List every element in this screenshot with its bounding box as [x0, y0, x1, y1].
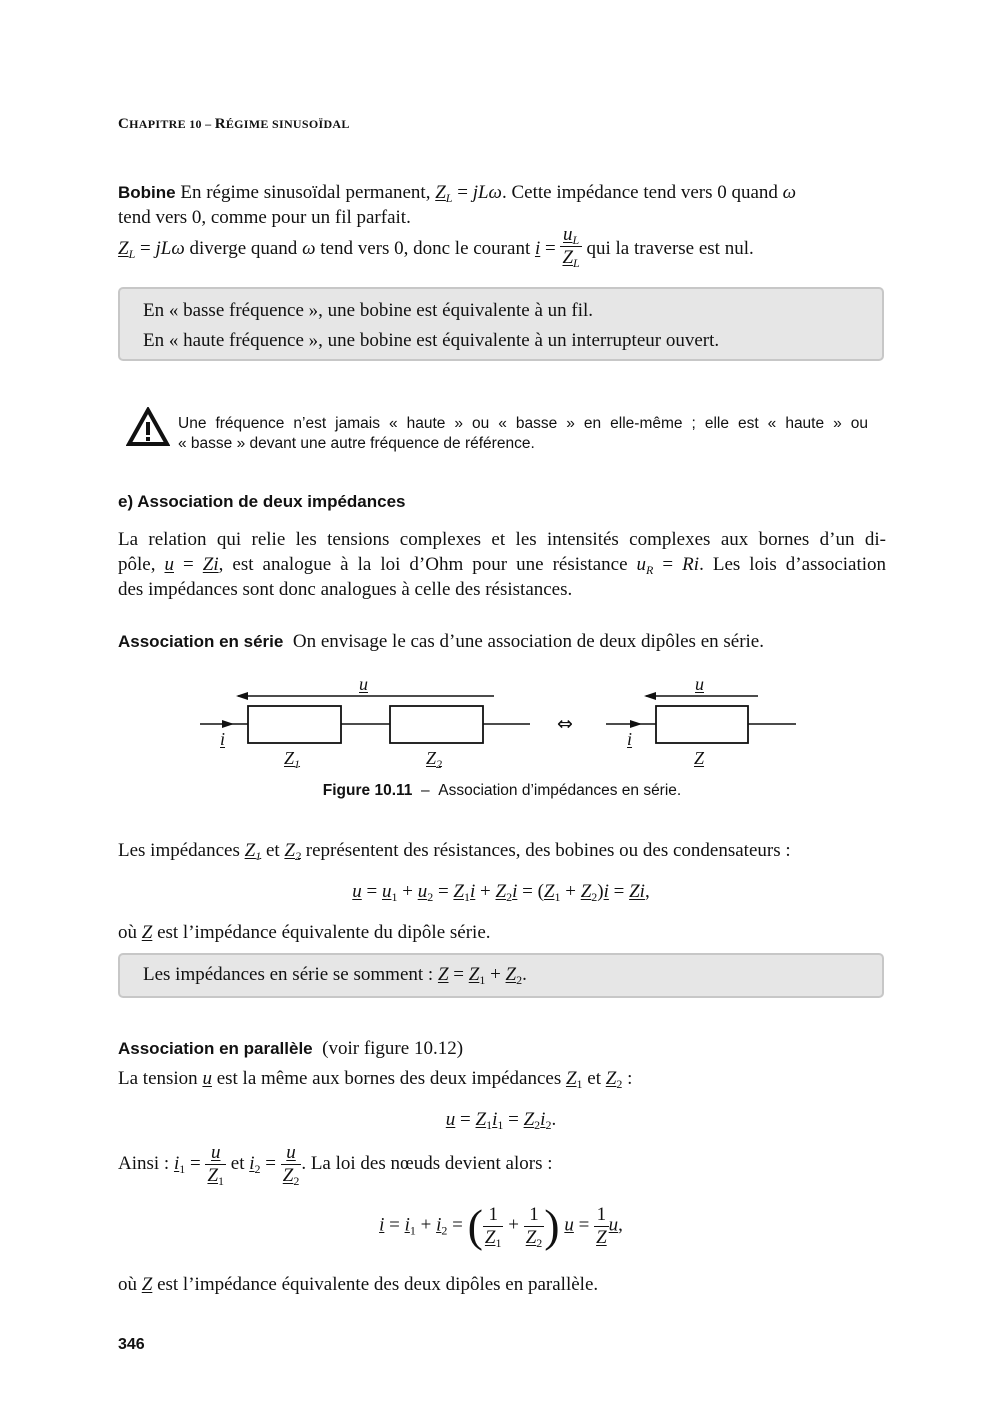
serie-paragraph: Les impédances $Z_1$ et $Z_2$ représentent des résistances, des bobines ou des condensateurs :	[118, 840, 791, 863]
parallele-equiv-line: où Z est l’impédance équivalente des deux dipôles en parallèle.	[118, 1274, 599, 1295]
eq-ZL-jLw: $Z_L = jL\omega$	[435, 182, 502, 205]
section-e-heading: e) Association de deux impédances	[118, 492, 406, 511]
fraction-u-Z1: $\frac{u}{Z_1}$	[207, 1142, 225, 1188]
bobine-paragraph: Bobine En régime sinusoïdal permanent, $Z_L = jL\omega$. Cette impédance tend vers 0 quand ω tend vers 0, comme pour un fil parfait.	[118, 182, 797, 228]
ainsi-line: Ainsi : $i_1$ = $\frac{u}{Z_1}$ et $i_2$ = $\frac{u}{Z_2}$ . La loi des nœuds devient alors :	[118, 1142, 553, 1188]
bobine-line3: $Z_L = jL\omega$ diverge quand ω tend vers 0, donc le courant i = $\frac{u_L}{Z_L}$ qui la traverse est nul.	[118, 224, 754, 270]
serie-intro: Association en série On envisage le cas d’une association de deux dipôles en série.	[118, 631, 764, 652]
fig-label-Z: Z	[694, 748, 705, 768]
fraction-1-Z2: $\frac{1}{Z_2}$	[525, 1203, 543, 1250]
fig-label-u-right: u	[695, 674, 704, 694]
fig-label-Z1: $Z_1$	[284, 748, 301, 771]
equivalence-symbol: ⇔	[557, 713, 573, 735]
fig-label-i-right: i	[627, 729, 633, 749]
figure-series-circuit	[190, 670, 810, 775]
header-regime-smallcaps: ÉGIME SINUSOÏDAL	[225, 117, 350, 131]
fig-label-i-left: i	[220, 729, 226, 749]
header-cap-C: C	[118, 116, 130, 132]
section-e-paragraph: La relation qui relie les tensions complexes et les intensités complexes aux bornes d’un di- pôle, u = Zi, est analogue à la loi d’Ohm pour une résistance $u_R = Ri$. Les lois d’association des impédances sont donc analogues à celle des résistances.	[118, 529, 887, 600]
figure-caption: Figure 10.11 – Association d’impédances en série.	[322, 782, 682, 799]
fraction-1-Z1: $\frac{1}{Z_1}$	[484, 1203, 502, 1250]
serie-equiv-line: où Z est l’impédance équivalente du dipôle série.	[118, 922, 491, 943]
serie-title: Association en série	[118, 632, 284, 651]
fig-label-u-left: u	[359, 674, 368, 694]
series-equation: $u = u_1 + u_2 = Z_1i + Z_2i = (Z_1 + Z_2)i = Zi$,	[352, 881, 650, 904]
header-chapter-smallcaps: HAPITRE 10 –	[129, 117, 215, 131]
parallele-line1: La tension u est la même aux bornes des deux impédances $Z_1$ et $Z_2$ :	[118, 1068, 633, 1091]
parallele-title: Association en parallèle	[118, 1039, 313, 1058]
fig-label-Z2: $Z_2$	[426, 748, 443, 771]
parallele-intro: Association en parallèle (voir figure 10.12)	[118, 1038, 464, 1059]
page-number: 346	[118, 1336, 145, 1353]
summary-box-bobine: En « basse fréquence », une bobine est équivalente à un fil. En « haute fréquence », une bobine est équivalente à un interrupteur ouvert.	[118, 287, 884, 361]
fraction-1-Z: $\frac{1}{Z}$	[596, 1203, 607, 1248]
parallel-equation-2: $i = i_1 + i_2$ = ( $\frac{1}{Z_1}$ + $\frac{1}{Z_2}$ ) u = $\frac{1}{Z}$ u,	[379, 1200, 623, 1251]
fraction-uL-ZL: $\frac{u_L}{Z_L}$	[562, 224, 580, 270]
fraction-u-Z2: $\frac{u}{Z_2}$	[282, 1142, 300, 1188]
warning-icon	[126, 407, 170, 447]
parallel-equation-1: $u = Z_1i_1 = Z_2i_2$.	[445, 1109, 557, 1132]
warning-text: Une fréquence n’est jamais « haute » ou « basse » en elle-même ; elle est « haute » ou « basse » devant une autre fréquence de référence.	[178, 415, 868, 452]
header-cap-R: R	[214, 116, 226, 132]
summary-box-serie: Les impédances en série se somment : $Z = Z_1 + Z_2$.	[118, 953, 884, 998]
bobine-title: Bobine	[118, 183, 176, 202]
running-header	[118, 116, 350, 133]
